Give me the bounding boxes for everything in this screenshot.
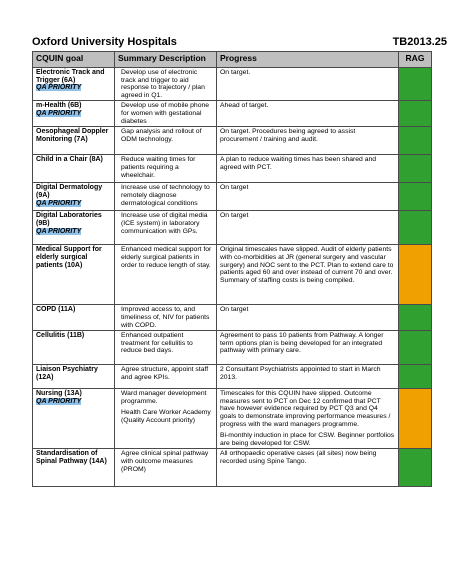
table-row: [33, 68, 432, 101]
cquin-goal: Standardisation of Spinal Pathway (14A): [36, 450, 107, 465]
table-row: [33, 449, 432, 487]
summary-description: Increase use of digital media (ICE system) in laboratory communication with GPs.: [115, 211, 217, 245]
cquin-goal-cell: [33, 449, 115, 487]
summary-description: Improved access to, and timeliness of, NIV for patients with COPD.: [115, 305, 217, 331]
rag-status-amber: [399, 389, 432, 449]
table-row: [33, 305, 432, 331]
summary-description: Agree clinical spinal pathway with outcome measures (PROM): [115, 449, 217, 487]
summary-description: Develop use of electronic track and trigger to aid response to trajectory / plan agreed in Q1.: [115, 68, 217, 101]
column-header-summary: Summary Description: [115, 52, 217, 68]
table-row: [33, 331, 432, 365]
cquin-goal-cell: [33, 68, 115, 101]
cquin-goal-cell: [33, 211, 115, 245]
progress-text: On target. Procedures being agreed to assist procurement / training and audit.: [217, 127, 399, 155]
progress-text: On target.: [217, 68, 399, 101]
summary-description: Enhanced medical support for elderly surgical patients in order to reduce length of stay.: [115, 245, 217, 305]
table-row: [33, 183, 432, 211]
progress-text: Timescales for this CQUIN have slipped. Outcome measures sent to PCT on Dec 12 confirmed that PCT have however evidence required by PCT Q3 and Q4 goals to demonstrate improving performance measures / progress with the ward managers programme. Bi-monthly induction in place for CSW. Beginner portfolios are being developed for CSW.: [217, 389, 399, 449]
cquin-goal-cell: [33, 365, 115, 389]
table-row: [33, 211, 432, 245]
rag-status-green: [399, 449, 432, 487]
cquin-goal: Digital Laboratories (9B): [36, 212, 102, 227]
cquin-goal: Liaison Psychiatry (12A): [36, 366, 98, 381]
cquin-goal-cell: [33, 101, 115, 127]
table-row: [33, 127, 432, 155]
document-header: [32, 36, 447, 50]
qa-priority-label: QA PRIORITY: [36, 84, 82, 92]
summary-description: Increase use of technology to remotely diagnose dermatological conditions: [115, 183, 217, 211]
progress-text: On target: [217, 183, 399, 211]
progress-text: On target: [217, 211, 399, 245]
table-row: [33, 365, 432, 389]
cquin-goal: Child in a Chair (8A): [36, 156, 103, 164]
table-row: [33, 245, 432, 305]
rag-status-green: [399, 101, 432, 127]
table-header-row: [33, 52, 432, 68]
progress-text: 2 Consultant Psychiatrists appointed to start in March 2013.: [217, 365, 399, 389]
cquin-table: [32, 51, 432, 487]
document-reference: TB2013.25: [392, 36, 447, 48]
cquin-goal-cell: [33, 183, 115, 211]
progress-text: On target: [217, 305, 399, 331]
cquin-goal-cell: [33, 155, 115, 183]
rag-status-green: [399, 183, 432, 211]
rag-status-amber: [399, 245, 432, 305]
cquin-goal: COPD (11A): [36, 306, 76, 314]
qa-priority-label: QA PRIORITY: [36, 109, 82, 117]
column-header-rag: RAG: [399, 52, 432, 68]
cquin-goal: Oesophageal Doppler Monitoring (7A): [36, 128, 109, 143]
qa-priority-label: QA PRIORITY: [36, 397, 82, 405]
cquin-goal-cell: [33, 127, 115, 155]
rag-status-green: [399, 155, 432, 183]
rag-status-green: [399, 331, 432, 365]
progress-text: All orthopaedic operative cases (all sites) now being recorded using Spine Tango.: [217, 449, 399, 487]
summary-description: Gap analysis and rollout of ODM technology.: [115, 127, 217, 155]
summary-description: Reduce waiting times for patients requiring a wheelchair.: [115, 155, 217, 183]
cquin-goal: Cellulitis (11B): [36, 332, 85, 340]
table-row: [33, 101, 432, 127]
cquin-goal: Digital Dermatology (9A): [36, 184, 103, 199]
cquin-goal-cell: [33, 331, 115, 365]
organisation-name: Oxford University Hospitals: [32, 36, 177, 48]
summary-description: Enhanced outpatient treatment for cellulitis to reduce bed days.: [115, 331, 217, 365]
progress-text: A plan to reduce waiting times has been shared and agreed with PCT.: [217, 155, 399, 183]
summary-description: Develop use of mobile phone for women with gestational diabetes: [115, 101, 217, 127]
progress-text: Original timescales have slipped. Audit of elderly patients with co-morbidities at JR (general surgery and vascular surgery) and NOC sent to the PCT. Plan to extend care to patients aged 60 and over instead of current 70 and over. Summary of staffing costs is being compiled.: [217, 245, 399, 305]
cquin-goal-cell: [33, 389, 115, 449]
table-row: [33, 155, 432, 183]
summary-description: Ward manager development programme. Health Care Worker Academy (Quality Account priority): [115, 389, 217, 449]
summary-description: Agree structure, appoint staff and agree KPIs.: [115, 365, 217, 389]
cquin-goal: Nursing (13A): [36, 390, 82, 398]
cquin-goal: m-Health (6B): [36, 102, 82, 110]
rag-status-green: [399, 305, 432, 331]
rag-status-green: [399, 68, 432, 101]
table-row: [33, 389, 432, 449]
table-body: [33, 68, 432, 487]
qa-priority-label: QA PRIORITY: [36, 227, 82, 235]
rag-status-green: [399, 127, 432, 155]
column-header-progress: Progress: [217, 52, 399, 68]
rag-status-green: [399, 211, 432, 245]
progress-text: Agreement to pass 10 patients from Pathway. A longer term options plan is being developed for an integrated pathway with primary care.: [217, 331, 399, 365]
cquin-goal-cell: [33, 245, 115, 305]
column-header-goal: CQUIN goal: [33, 52, 115, 68]
rag-status-green: [399, 365, 432, 389]
progress-text: Ahead of target.: [217, 101, 399, 127]
cquin-goal: Medical Support for elderly surgical patients (10A): [36, 246, 102, 269]
cquin-goal-cell: [33, 305, 115, 331]
cquin-goal: Electronic Track and Trigger (6A): [36, 69, 105, 84]
qa-priority-label: QA PRIORITY: [36, 199, 82, 207]
